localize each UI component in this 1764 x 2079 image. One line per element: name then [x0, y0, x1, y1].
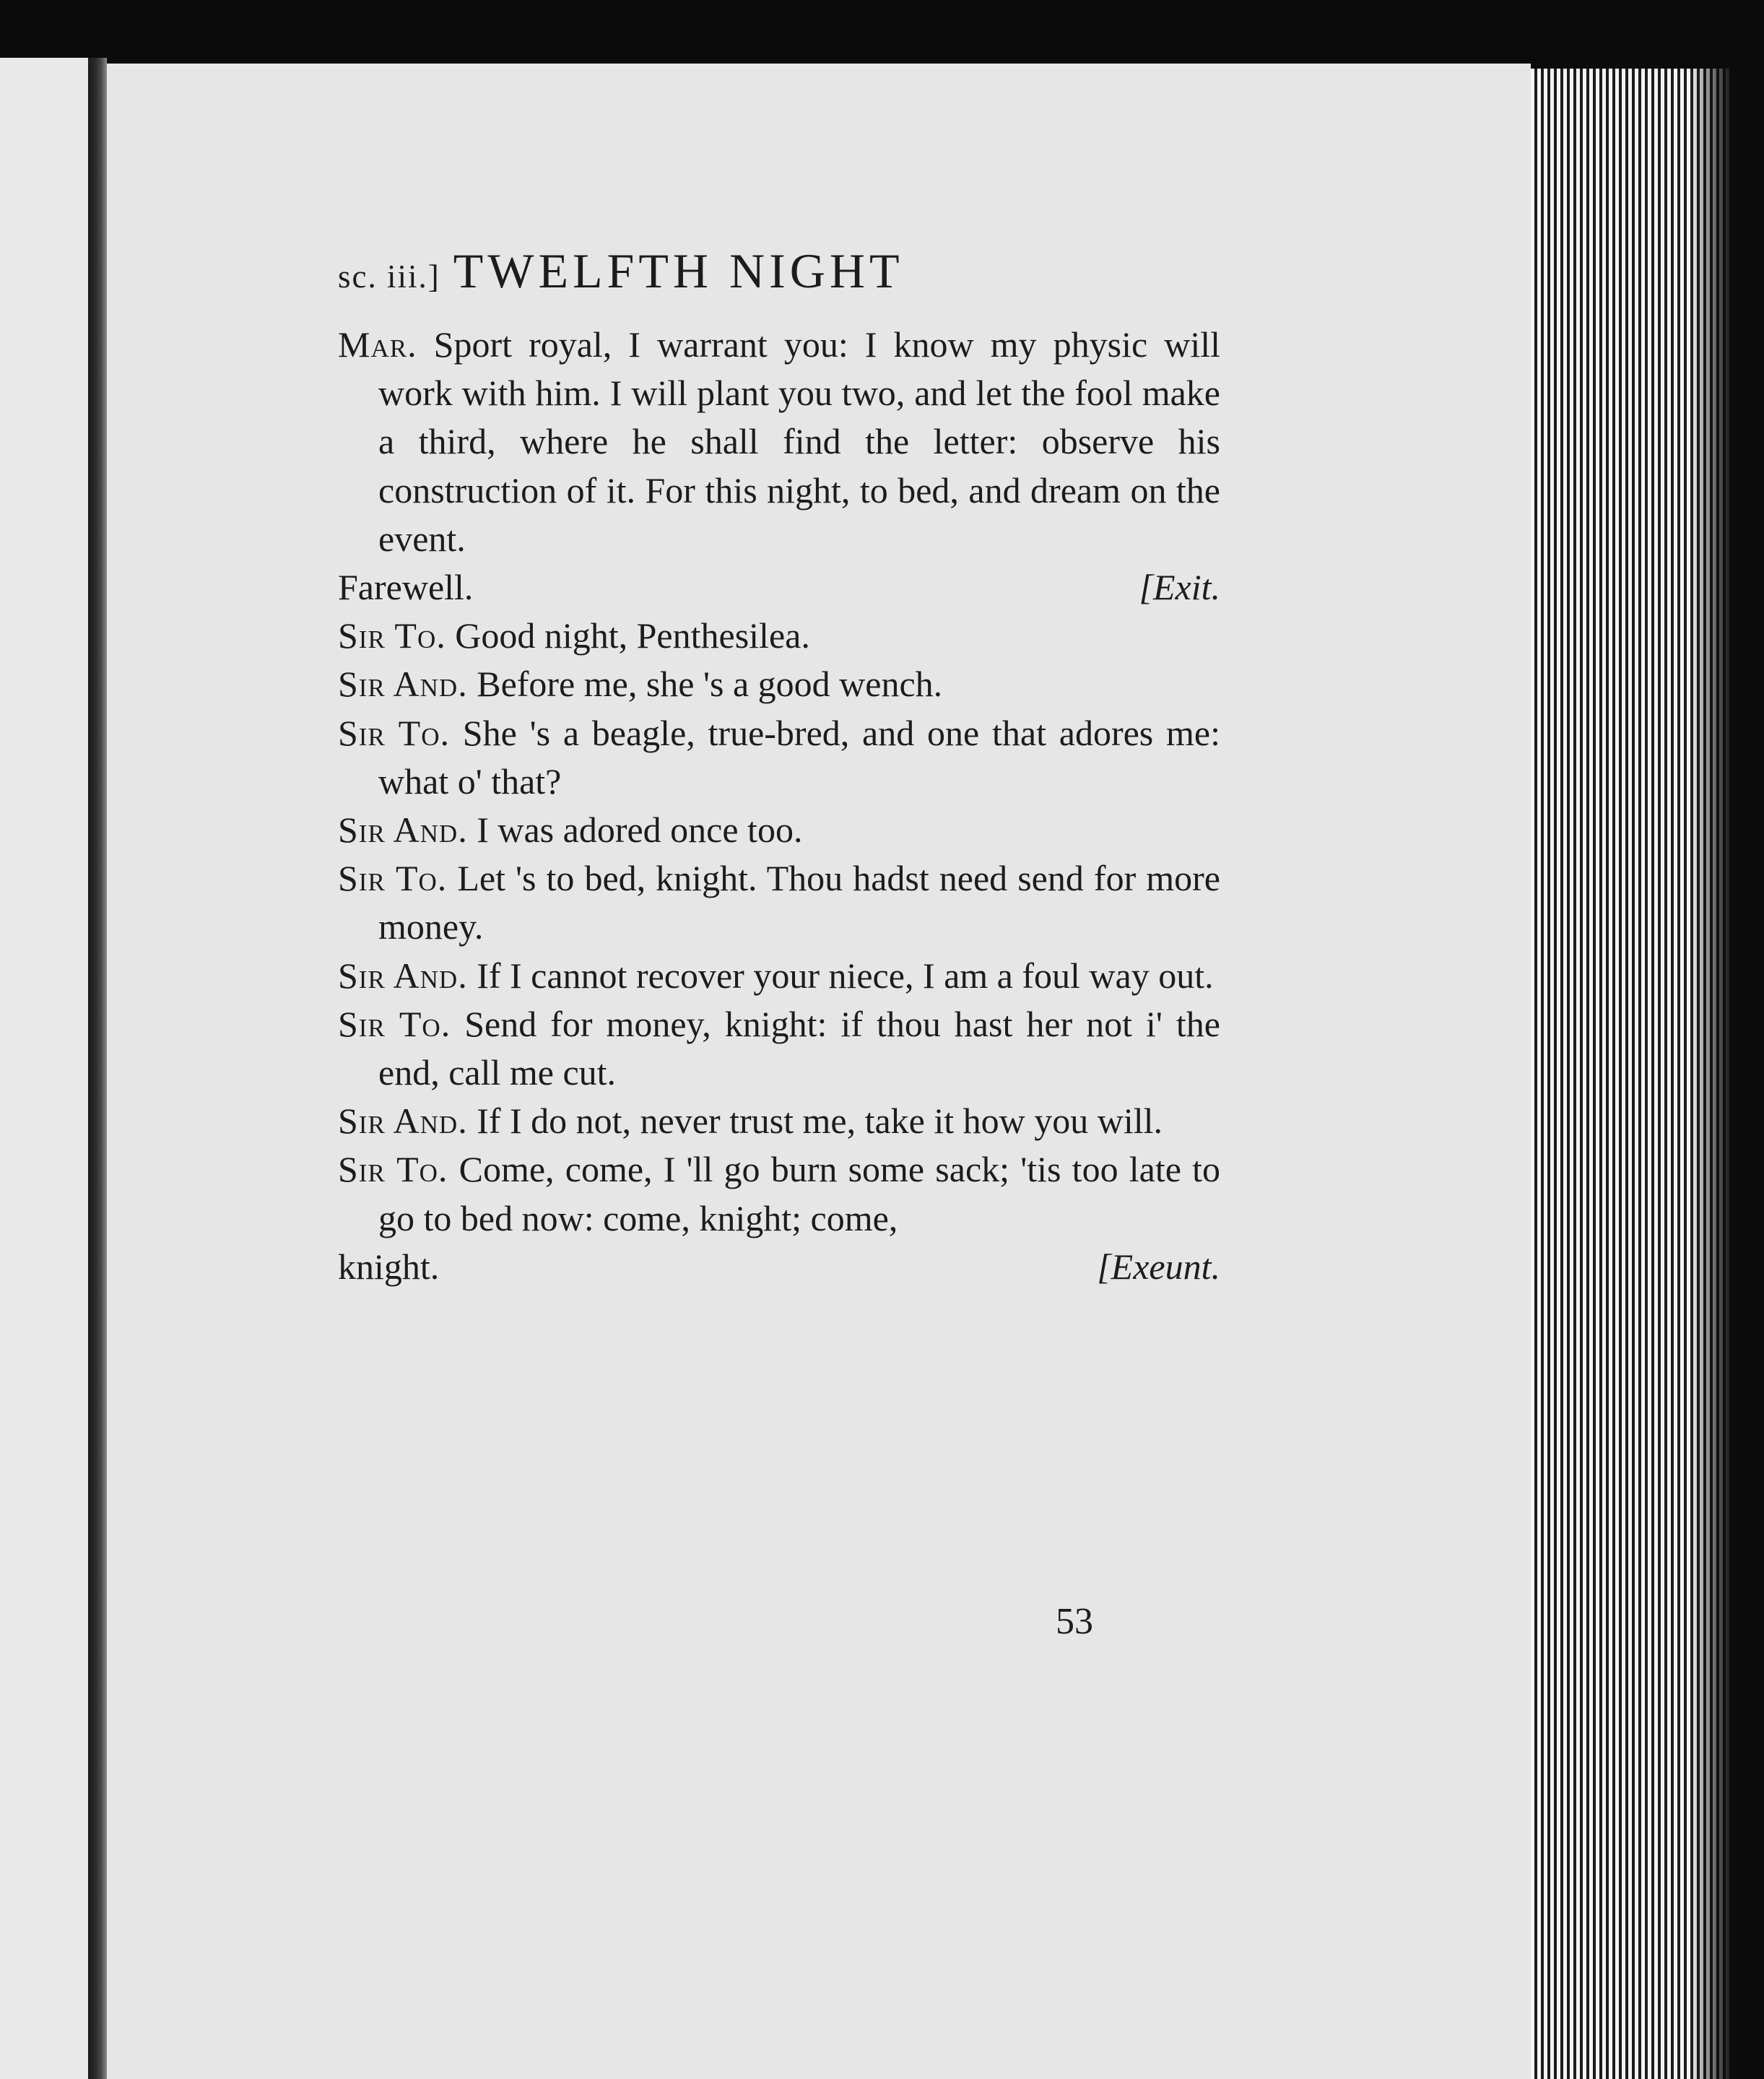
speaker-name: Sir To.: [338, 858, 448, 899]
speech-maria: [338, 321, 1220, 612]
speech-sir-andrew: [338, 1097, 1220, 1145]
speaker-name: Sir And.: [338, 664, 468, 705]
speaker-name: Sir To.: [338, 615, 446, 656]
play-title: TWELFTH NIGHT: [453, 243, 904, 298]
facing-page-edge: [0, 58, 94, 2079]
speaker-name: Sir And.: [338, 955, 468, 996]
page-number: 53: [1056, 1601, 1093, 1642]
speaker-name: Sir To.: [338, 712, 451, 753]
speech-sir-andrew: [338, 952, 1220, 1000]
speech-text: Send for money, knight: if thou hast her not i' the end, call me cut.: [378, 1003, 1220, 1093]
speech-text: I was adored once too.: [477, 810, 803, 851]
speech-text: Come, come, I 'll go burn some sack; 'tis too late to go to bed now: come, knight; come,: [378, 1149, 1221, 1238]
speaker-name: Sir And.: [338, 810, 468, 851]
page-edges: [1531, 69, 1733, 2079]
speaker-name: Sir To.: [338, 1149, 448, 1190]
speech-sir-toby: [338, 1145, 1220, 1291]
page-text: [338, 238, 1220, 1291]
closing-line: [338, 1243, 1220, 1291]
closing-words: Farewell.: [338, 567, 474, 608]
speech-sir-toby: [338, 612, 1220, 660]
speaker-name: Sir To.: [338, 1003, 451, 1044]
speech-sir-toby: [338, 709, 1220, 806]
speech-sir-toby: [338, 854, 1220, 951]
speech-text: Sport royal, I warrant you: I know my physic will work with him. I will plant you two, and let the fool make a third, where he shall find the letter: observe his construction of it. For this night, to bed, and dream on the event.: [378, 324, 1220, 559]
stage-direction: [Exeunt.: [1097, 1246, 1220, 1287]
speech-text: If I do not, never trust me, take it how you will.: [477, 1101, 1163, 1142]
running-header: [338, 238, 1220, 309]
speech-text: Let 's to bed, knight. Thou hadst need send for more money.: [378, 858, 1220, 947]
closing-words: knight.: [338, 1246, 440, 1287]
stage-direction: [Exit.: [1139, 567, 1220, 608]
speaker-name: Sir And.: [338, 1101, 468, 1142]
speech-text: Good night, Penthesilea.: [455, 615, 810, 656]
speech-text: Before me, she 's a good wench.: [477, 664, 943, 705]
speech-sir-andrew: [338, 806, 1220, 854]
scene-marker: sc. iii.]: [338, 259, 440, 295]
book-gutter: [88, 58, 107, 2079]
speaker-name: Mar.: [338, 324, 417, 365]
speech-sir-toby: [338, 1000, 1220, 1097]
speech-text: She 's a beagle, true-bred, and one that adores me: what o' that?: [378, 712, 1220, 802]
speech-text: If I cannot recover your niece, I am a foul way out.: [477, 955, 1214, 996]
speech-sir-andrew: [338, 660, 1220, 708]
closing-line: [338, 563, 1220, 612]
